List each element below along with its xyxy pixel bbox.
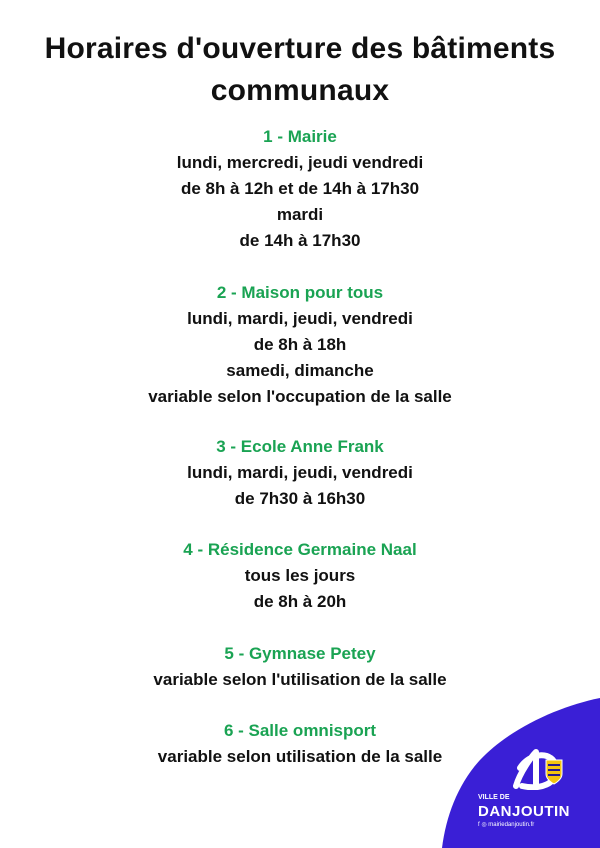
schedule-line: lundi, mercredi, jeudi vendredi (176, 153, 424, 172)
schedule-line: variable selon l'occupation de la salle (148, 387, 452, 406)
section-ecole-anne-frank (0, 434, 600, 512)
title-line-1: Horaires d'ouverture des bâtiments (44, 32, 556, 65)
schedule-line: samedi, dimanche (226, 361, 374, 380)
section-title: 1 - Mairie (263, 127, 337, 146)
logo-small-label: VILLE DE (478, 794, 510, 801)
schedule-line: variable selon l'utilisation de la salle (153, 670, 447, 689)
page-title (0, 28, 600, 112)
schedule-line: lundi, mardi, jeudi, vendredi (187, 463, 413, 482)
logo-name: DANJOUTIN (478, 803, 571, 820)
schedule-line: de 7h30 à 16h30 (234, 489, 366, 508)
schedule-line: de 8h à 20h (253, 592, 347, 611)
section-title: 5 - Gymnase Petey (224, 644, 376, 663)
section-gymnase-petey (0, 641, 600, 693)
schedule-line: de 14h à 17h30 (239, 231, 361, 250)
schedule-line: de 8h à 12h et de 14h à 17h30 (180, 179, 420, 198)
schedule-line: mardi (276, 205, 324, 224)
section-residence-germaine-naal (0, 537, 600, 615)
section-title: 6 - Salle omnisport (223, 721, 377, 740)
schedule-line: de 8h à 18h (253, 335, 347, 354)
schedule-line: variable selon utilisation de la salle (157, 747, 443, 766)
schedule-line: tous les jours (244, 566, 356, 585)
coat-of-arms-icon (546, 760, 562, 784)
schedule-line: lundi, mardi, jeudi, vendredi (187, 309, 413, 328)
section-maison-pour-tous (0, 280, 600, 410)
section-title: 3 - Ecole Anne Frank (216, 437, 384, 456)
section-title: 2 - Maison pour tous (216, 283, 384, 302)
section-title: 4 - Résidence Germaine Naal (183, 540, 417, 559)
section-mairie (0, 124, 600, 254)
town-logo-icon (510, 746, 566, 790)
logo-website: f ◎ mairiedanjoutin.fr (478, 822, 535, 828)
title-line-2: communaux (210, 74, 390, 107)
